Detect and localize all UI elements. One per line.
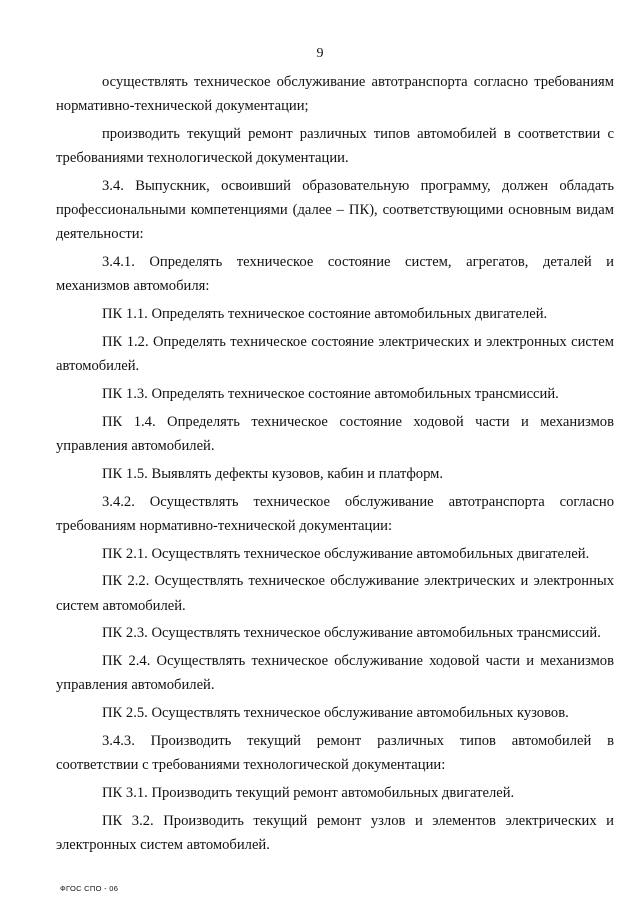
competency-pk-2-1: ПК 2.1. Осуществлять техническое обслуживание автомобильных двигателей.: [102, 545, 590, 562]
competency-pk-1-4: ПК 1.4. Определять техническое состояние ходовой части и механизмов управления автомобилей.: [56, 413, 614, 454]
competency-pk-1-1: ПК 1.1. Определять техническое состояние автомобильных двигателей.: [102, 306, 548, 323]
section-heading-3-4: 3.4. Выпускник, освоивший образовательную программу, должен обладать профессиональными компетенциями (далее – ПК), соответствующими основным видам деятельности:: [56, 178, 614, 243]
section-heading-3-4-3: 3.4.3. Производить текущий ремонт различных типов автомобилей в соответствии с требованиями технологической документации:: [56, 732, 614, 774]
competency-pk-1-5: ПК 1.5. Выявлять дефекты кузовов, кабин и платформ.: [102, 465, 444, 482]
paragraph: осуществлять техническое обслуживание автотранспорта согласно требованиям нормативно-технической документации;: [56, 74, 614, 115]
paragraph: производить текущий ремонт различных типов автомобилей в соответствии с требованиями технологической документации.: [56, 126, 614, 167]
competency-pk-3-1: ПК 3.1. Производить текущий ремонт автомобильных двигателей.: [102, 784, 515, 801]
competency-pk-1-3: ПК 1.3. Определять техническое состояние автомобильных трансмиссий.: [102, 386, 559, 402]
competency-pk-1-2: ПК 1.2. Определять техническое состояние электрических и электронных систем автомобилей.: [56, 334, 614, 375]
competency-pk-2-3: ПК 2.3. Осуществлять техническое обслуживание автомобильных трансмиссий.: [102, 625, 601, 642]
document-body: [56, 70, 614, 861]
section-heading-3-4-2: 3.4.2. Осуществлять техническое обслуживание автотранспорта согласно требованиям нормативно-технической документации:: [56, 493, 614, 534]
competency-pk-2-5: ПК 2.5. Осуществлять техническое обслуживание автомобильных кузовов.: [102, 705, 569, 722]
competency-pk-2-2: ПК 2.2. Осуществлять техническое обслуживание электрических и электронных систем автомобилей.: [56, 573, 614, 614]
competency-pk-2-4: ПК 2.4. Осуществлять техническое обслуживание ходовой части и механизмов управления автомобилей.: [56, 653, 614, 694]
footer-label: ФГОС СПО - 06: [60, 884, 119, 893]
section-heading-3-4-1: 3.4.1. Определять техническое состояние систем, агрегатов, деталей и механизмов автомобиля:: [56, 254, 614, 295]
competency-pk-3-2: ПК 3.2. Производить текущий ремонт узлов и элементов электрических и электронных систем автомобилей.: [56, 812, 614, 853]
page-number: 9: [316, 46, 324, 61]
